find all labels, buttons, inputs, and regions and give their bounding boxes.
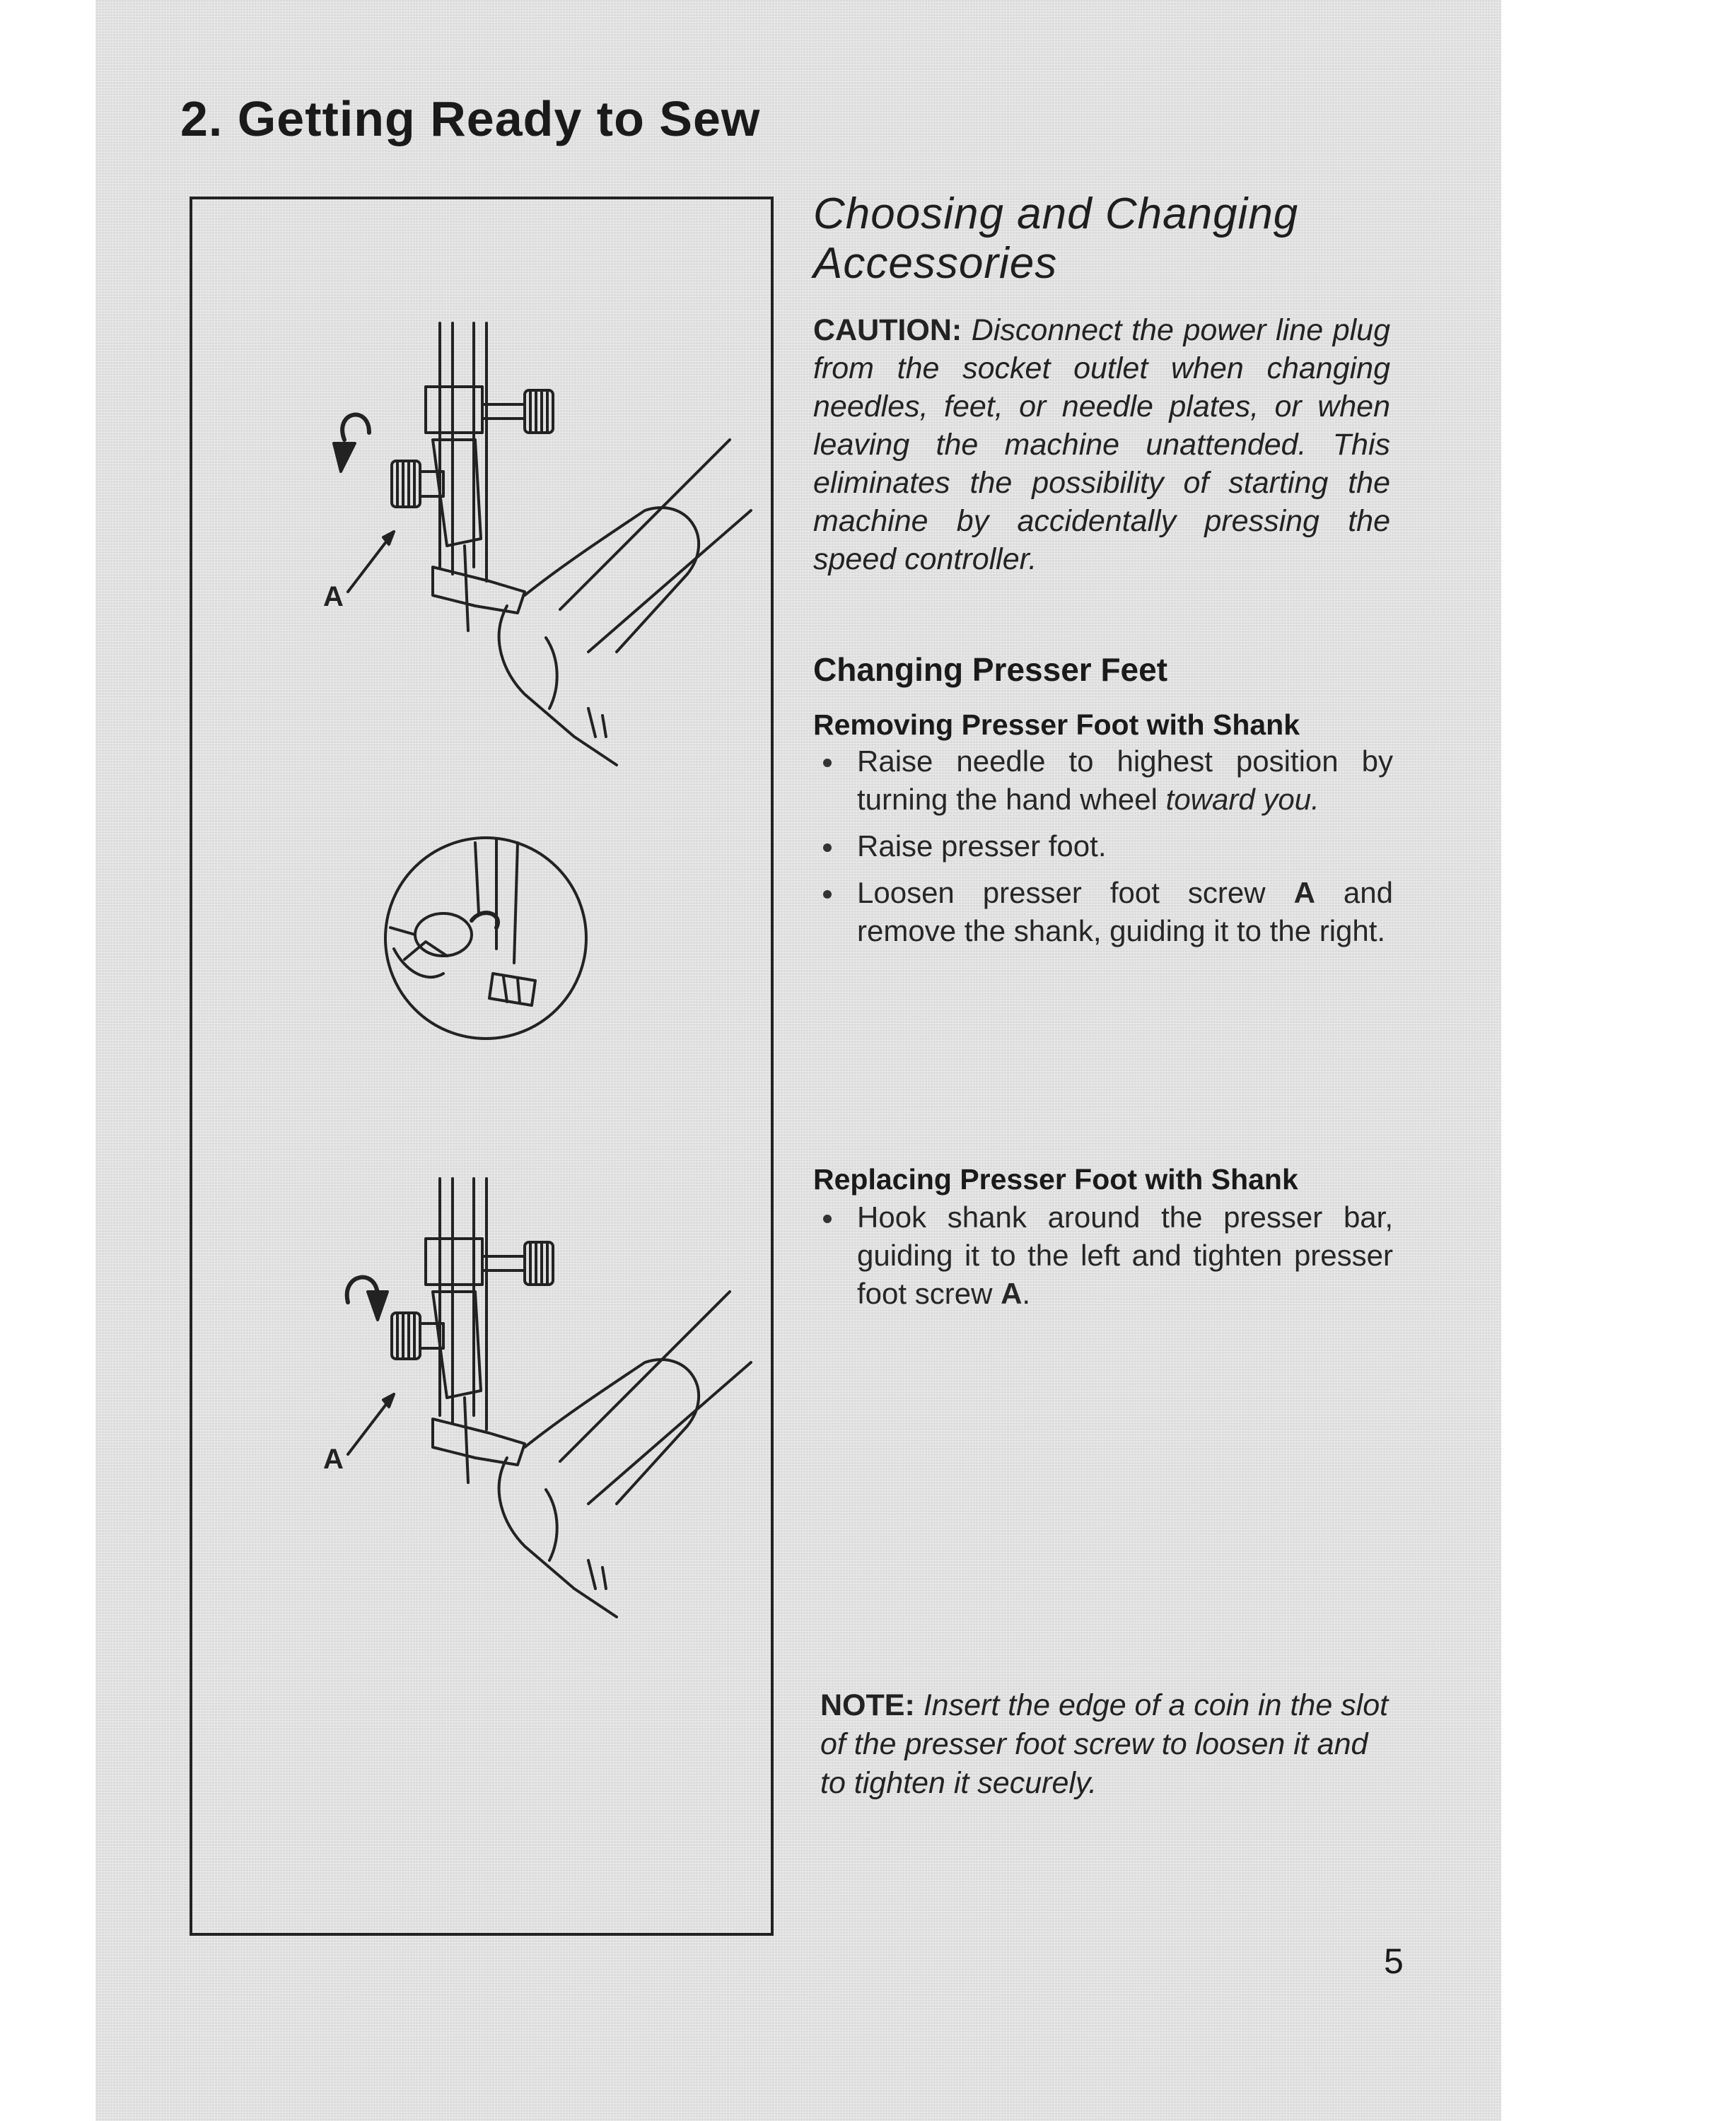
note-paragraph [820,1686,1400,1803]
changing-presser-feet-heading: Changing Presser Feet [813,651,1168,688]
label-a-bottom: A [323,1444,344,1475]
note-text: Insert the edge of a coin in the slot of the presser foot screw to loosen it and to tighten it securely. [820,1688,1389,1800]
figure-replacing-shank [323,1179,751,1617]
replacing-heading: Replacing Presser Foot with Shank [813,1163,1298,1196]
illustration-panel [190,197,774,1936]
removing-step-2-text: Raise presser foot. [857,829,1107,863]
list-item [813,1198,1393,1313]
list-item [813,874,1393,950]
list-item [813,742,1393,819]
figure-removing-shank [323,323,751,765]
removing-step-3-after: and remove the shank, guiding it to the right. [857,876,1393,947]
coin-detail-circle [385,838,586,1039]
replacing-steps [813,1198,1393,1321]
page-title: 2. Getting Ready to Sew [180,91,761,146]
removing-step-3-before: Loosen presser foot screw [857,876,1294,909]
illustration-svg [192,199,776,1939]
removing-step-1-emphasis: toward you. [1165,783,1320,816]
replacing-step-1-label: A [1001,1277,1023,1310]
removing-steps [813,742,1393,959]
section-heading: Choosing and Changing Accessories [813,189,1299,288]
removing-step-1-text: Raise needle to highest position by turning the hand wheel [857,744,1393,816]
replacing-step-1-after: . [1022,1277,1031,1310]
label-a-top: A [323,581,344,612]
list-item [813,827,1393,865]
removing-step-3-label: A [1293,876,1315,909]
note-label: NOTE: [820,1688,915,1722]
caution-paragraph [813,311,1390,578]
caution-text: Disconnect the power line plug from the socket outlet when changing needles, feet, or needle plates, or when leaving the machine unattended. This eliminates the possibility of starting the machine by accidentally pressing the speed controller. [813,313,1390,576]
page-number: 5 [1384,1941,1404,1981]
replacing-step-1-before: Hook shank around the presser bar, guiding it to the left and tighten presser foot screw [857,1200,1393,1310]
removing-heading: Removing Presser Foot with Shank [813,708,1300,741]
caution-label: CAUTION: [813,313,962,347]
